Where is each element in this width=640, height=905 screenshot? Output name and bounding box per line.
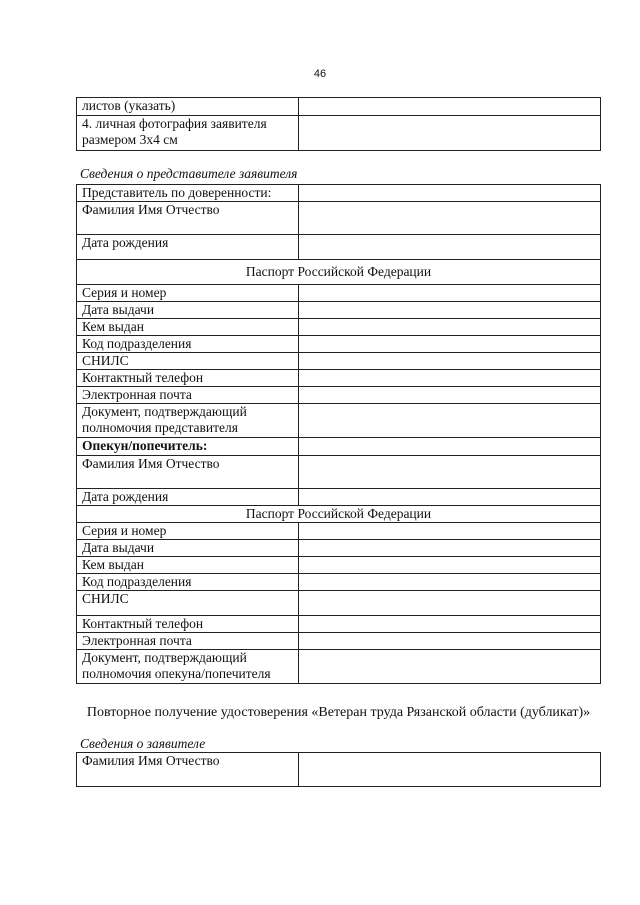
row-label: Кем выдан bbox=[77, 319, 299, 336]
row-value-field[interactable] bbox=[299, 753, 601, 787]
row-value-field[interactable] bbox=[299, 319, 601, 336]
row-value-field[interactable] bbox=[299, 98, 601, 116]
applicant-section-title: Сведения о заявителе bbox=[80, 736, 206, 751]
applicant-table bbox=[76, 752, 601, 787]
passport-heading: Паспорт Российской Федерации bbox=[77, 506, 601, 523]
row-label: Электронная почта bbox=[77, 387, 299, 404]
row-label: Фамилия Имя Отчество bbox=[77, 753, 299, 787]
representative-table bbox=[76, 184, 601, 684]
row-value-field[interactable] bbox=[299, 489, 601, 506]
row-value-field[interactable] bbox=[299, 387, 601, 404]
row-value-field[interactable] bbox=[299, 633, 601, 650]
passport-heading: Паспорт Российской Федерации bbox=[77, 260, 601, 285]
row-value-field[interactable] bbox=[299, 557, 601, 574]
row-value-field[interactable] bbox=[299, 438, 601, 456]
row-value-field[interactable] bbox=[299, 456, 601, 489]
row-value-field[interactable] bbox=[299, 202, 601, 235]
row-label: Фамилия Имя Отчество bbox=[77, 456, 299, 489]
guardian-heading: Опекун/попечитель: bbox=[77, 438, 299, 456]
row-value-field[interactable] bbox=[299, 540, 601, 557]
row-value-field[interactable] bbox=[299, 336, 601, 353]
row-label: Код подразделения bbox=[77, 336, 299, 353]
row-value-field[interactable] bbox=[299, 235, 601, 260]
page-number: 46 bbox=[313, 68, 327, 80]
row-label: 4. личная фотография заявителя размером 3х4 см bbox=[77, 116, 299, 151]
row-label: Серия и номер bbox=[77, 285, 299, 302]
row-label: Кем выдан bbox=[77, 557, 299, 574]
row-label: Код подразделения bbox=[77, 574, 299, 591]
row-value-field[interactable] bbox=[299, 370, 601, 387]
row-value-field[interactable] bbox=[299, 591, 601, 616]
row-value-field[interactable] bbox=[299, 285, 601, 302]
row-label: СНИЛС bbox=[77, 353, 299, 370]
row-label: Дата рождения bbox=[77, 235, 299, 260]
row-label: Дата рождения bbox=[77, 489, 299, 506]
row-label: Представитель по доверенности: bbox=[77, 185, 299, 202]
row-value-field[interactable] bbox=[299, 616, 601, 633]
row-label: Серия и номер bbox=[77, 523, 299, 540]
row-label: Электронная почта bbox=[77, 633, 299, 650]
row-value-field[interactable] bbox=[299, 353, 601, 370]
row-label: Контактный телефон bbox=[77, 370, 299, 387]
row-label: Документ, подтверждающий полномочия представителя bbox=[77, 404, 299, 438]
row-label: СНИЛС bbox=[77, 591, 299, 616]
row-value-field[interactable] bbox=[299, 574, 601, 591]
row-value-field[interactable] bbox=[299, 404, 601, 438]
row-label: Документ, подтверждающий полномочия опекуна/попечителя bbox=[77, 650, 299, 684]
attachments-table bbox=[76, 97, 601, 151]
row-label: Дата выдачи bbox=[77, 540, 299, 557]
row-value-field[interactable] bbox=[299, 523, 601, 540]
row-label: Фамилия Имя Отчество bbox=[77, 202, 299, 235]
row-value-field[interactable] bbox=[299, 302, 601, 319]
row-label: Контактный телефон bbox=[77, 616, 299, 633]
row-label: Дата выдачи bbox=[77, 302, 299, 319]
row-value-field[interactable] bbox=[299, 650, 601, 684]
row-value-field[interactable] bbox=[299, 185, 601, 202]
row-label: листов (указать) bbox=[77, 98, 299, 116]
representative-section-title: Сведения о представителе заявителя bbox=[80, 166, 298, 181]
row-value-field[interactable] bbox=[299, 116, 601, 151]
duplicate-heading: Повторное получение удостоверения «Ветеран труда Рязанской области (дубликат)» bbox=[86, 705, 591, 720]
